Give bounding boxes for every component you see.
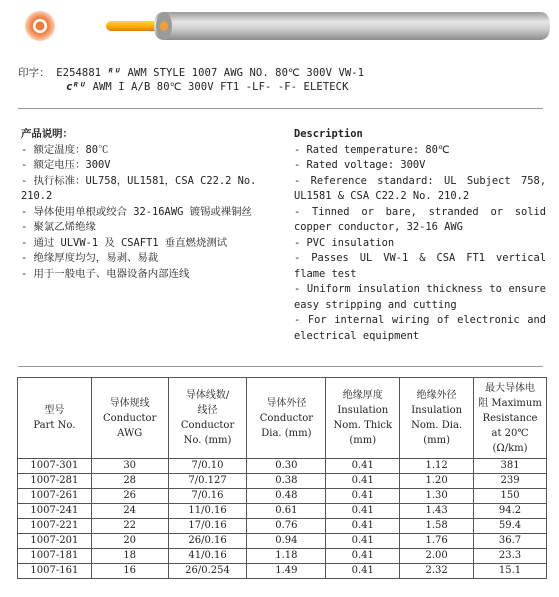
table-row xyxy=(18,459,547,474)
cn-item: - 执行标准：UL758，UL1581，CSA C22.2 No. 210.2 xyxy=(21,174,257,202)
en-item: - Rated voltage: 300V xyxy=(294,159,426,171)
en-item: - Reference standard: UL Subject 758, UL1581 & CSA C22.2 No. 210.2 xyxy=(294,174,546,202)
header-text: No. (mm) xyxy=(183,435,232,446)
header-text: 导体线数/ xyxy=(185,390,230,401)
table-cell: 7/0.10 xyxy=(168,459,247,474)
table-cell: 1007-241 xyxy=(18,504,92,519)
header-text: AWG xyxy=(117,427,143,439)
cn-item: - 聚氯乙烯绝缘 xyxy=(21,221,96,233)
table-cell: 0.38 xyxy=(247,474,326,489)
cn-item: - 导体使用单根或绞合 32-16AWG 镀锡或裸铜丝 xyxy=(21,205,252,218)
en-heading: Description xyxy=(294,128,363,140)
table-cell: 0.30 xyxy=(247,459,326,474)
table-header-row xyxy=(18,378,547,459)
table-cell: 1007-201 xyxy=(18,534,92,549)
header-text: Conductor xyxy=(259,412,314,424)
table-cell: 1007-301 xyxy=(18,459,92,474)
table-cell: 0.94 xyxy=(247,534,326,549)
header-insulation-thick xyxy=(326,378,400,459)
en-item: - Passes UL VW-1 & CSA FT1 vertical flame test xyxy=(294,252,546,280)
table-cell: 94.2 xyxy=(474,504,547,519)
header-insulation-dia xyxy=(400,378,474,459)
table-cell: 1.30 xyxy=(400,489,474,504)
table-cell: 1.20 xyxy=(400,474,474,489)
table-cell: 15.1 xyxy=(474,564,547,579)
en-item: - For internal wiring of electronic and electrical equipment xyxy=(294,314,546,342)
marking-line-1-text: AWM STYLE 1007 AWG NO. 80℃ 300V VW-1 xyxy=(127,67,365,79)
table-cell: 0.48 xyxy=(247,489,326,504)
header-conductor-no xyxy=(168,378,247,459)
table-cell: 23.3 xyxy=(474,549,547,564)
cable-end-view xyxy=(25,11,55,41)
table-cell: 0.76 xyxy=(247,519,326,534)
table-cell: 59.4 xyxy=(474,519,547,534)
marking-file-number: E254881 xyxy=(56,67,102,79)
en-description xyxy=(294,127,546,344)
header-text: 线径 xyxy=(197,405,218,416)
table-cell: 16 xyxy=(91,564,168,579)
table-cell: 26/0.254 xyxy=(168,564,247,579)
table-cell: 20 xyxy=(91,534,168,549)
table-cell: 0.41 xyxy=(326,489,400,504)
table-cell: 36.7 xyxy=(474,534,547,549)
header-text: Conductor xyxy=(180,420,235,431)
header-text: 阻 Maximum xyxy=(478,397,542,409)
table-cell: 1007-281 xyxy=(18,474,92,489)
cn-item: - 绝缘厚度均匀，易剥、易裁 xyxy=(21,252,159,264)
cru-logo-icon: cᴿᵁ xyxy=(66,80,87,93)
table-cell: 17/0.16 xyxy=(168,519,247,534)
table-cell: 381 xyxy=(474,459,547,474)
header-text: Conductor xyxy=(102,412,157,424)
header-text: (mm) xyxy=(423,435,451,446)
table-cell: 1.12 xyxy=(400,459,474,474)
cn-item: - 用于一般电子、电器设备内部连线 xyxy=(21,267,190,280)
header-text: Resistance xyxy=(482,412,538,424)
header-conductor-awg xyxy=(91,378,168,459)
table-cell: 30 xyxy=(91,459,168,474)
en-item: - Uniform insulation thickness to ensure easy stripping and cutting xyxy=(294,283,546,311)
table-row xyxy=(18,564,547,579)
ul-logo-icon: ᴿᵁ xyxy=(107,66,122,79)
table-cell: 239 xyxy=(474,474,547,489)
table-cell: 0.41 xyxy=(326,564,400,579)
header-text: 导体外径 xyxy=(266,397,307,409)
table-row xyxy=(18,549,547,564)
table-row xyxy=(18,504,547,519)
table-cell: 1.76 xyxy=(400,534,474,549)
table-cell: 26 xyxy=(91,489,168,504)
spec-table xyxy=(17,377,547,579)
table-cell: 1007-261 xyxy=(18,489,92,504)
table-cell: 28 xyxy=(91,474,168,489)
header-text: 型号 xyxy=(44,405,65,416)
cn-item: - 额定电压：300V xyxy=(21,159,111,171)
cn-description xyxy=(21,127,286,282)
cable-side-view xyxy=(106,12,550,40)
table-cell: 7/0.16 xyxy=(168,489,247,504)
table-cell: 1.58 xyxy=(400,519,474,534)
table-cell: 11/0.16 xyxy=(168,504,247,519)
en-item: - Rated temperature: 80℃ xyxy=(294,143,450,156)
marking-line-2-text: AWM I A/B 80℃ 300V FT1 -LF- -F- ELETECK xyxy=(92,81,349,93)
table-row xyxy=(18,474,547,489)
header-text: Dia. (mm) xyxy=(261,427,312,439)
table-cell: 7/0.127 xyxy=(168,474,247,489)
table-cell: 1007-181 xyxy=(18,549,92,564)
header-text: Insulation xyxy=(411,405,463,416)
cn-item: - 通过 ULVW-1 及 CSAFT1 垂直燃烧测试 xyxy=(21,236,228,249)
table-cell: 22 xyxy=(91,519,168,534)
table-cell: 2.32 xyxy=(400,564,474,579)
header-text: 绝缘外径 xyxy=(416,390,457,401)
marking-label: 印字： xyxy=(18,67,50,79)
header-text: (Ω/km) xyxy=(492,442,528,454)
header-part-no xyxy=(18,378,92,459)
table-row xyxy=(18,534,547,549)
header-text: 导体规线 xyxy=(109,397,150,409)
table-cell: 0.41 xyxy=(326,519,400,534)
table-cell: 41/0.16 xyxy=(168,549,247,564)
table-cell: 1007-221 xyxy=(18,519,92,534)
table-cell: 150 xyxy=(474,489,547,504)
table-cell: 26/0.16 xyxy=(168,534,247,549)
table-cell: 1.49 xyxy=(247,564,326,579)
marking-line-2 xyxy=(66,80,349,93)
table-cell: 18 xyxy=(91,549,168,564)
marking-line-1 xyxy=(18,65,364,80)
cable-image xyxy=(14,6,554,48)
table-cell: 0.41 xyxy=(326,549,400,564)
cn-item: - 额定温度：80℃ xyxy=(21,143,109,156)
table-cell: 0.41 xyxy=(326,459,400,474)
table-cell: 0.61 xyxy=(247,504,326,519)
table-cell: 0.41 xyxy=(326,474,400,489)
header-text: Nom. Thick xyxy=(333,420,393,431)
divider xyxy=(18,108,543,109)
header-text: Part No. xyxy=(33,420,76,431)
header-text: Nom. Dia. xyxy=(411,420,463,431)
table-cell: 0.41 xyxy=(326,504,400,519)
header-text: 最大导体电 xyxy=(485,382,536,394)
header-text: (mm) xyxy=(349,435,377,446)
header-max-resistance xyxy=(474,378,547,459)
table-cell: 1007-161 xyxy=(18,564,92,579)
en-item: - Tinned or bare, stranded or solid copper conductor, 32-16 AWG xyxy=(294,205,546,233)
header-text: at 20℃ xyxy=(491,427,529,439)
table-cell: 2.00 xyxy=(400,549,474,564)
table-row xyxy=(18,489,547,504)
divider xyxy=(18,366,543,367)
header-text: 绝缘厚度 xyxy=(342,390,383,401)
en-item: - PVC insulation xyxy=(294,236,395,249)
table-cell: 1.18 xyxy=(247,549,326,564)
table-cell: 0.41 xyxy=(326,534,400,549)
cn-heading: 产品说明： xyxy=(21,128,73,140)
table-cell: 24 xyxy=(91,504,168,519)
table-row xyxy=(18,519,547,534)
header-text: Insulation xyxy=(337,405,389,416)
table-cell: 1.43 xyxy=(400,504,474,519)
header-conductor-dia xyxy=(247,378,326,459)
